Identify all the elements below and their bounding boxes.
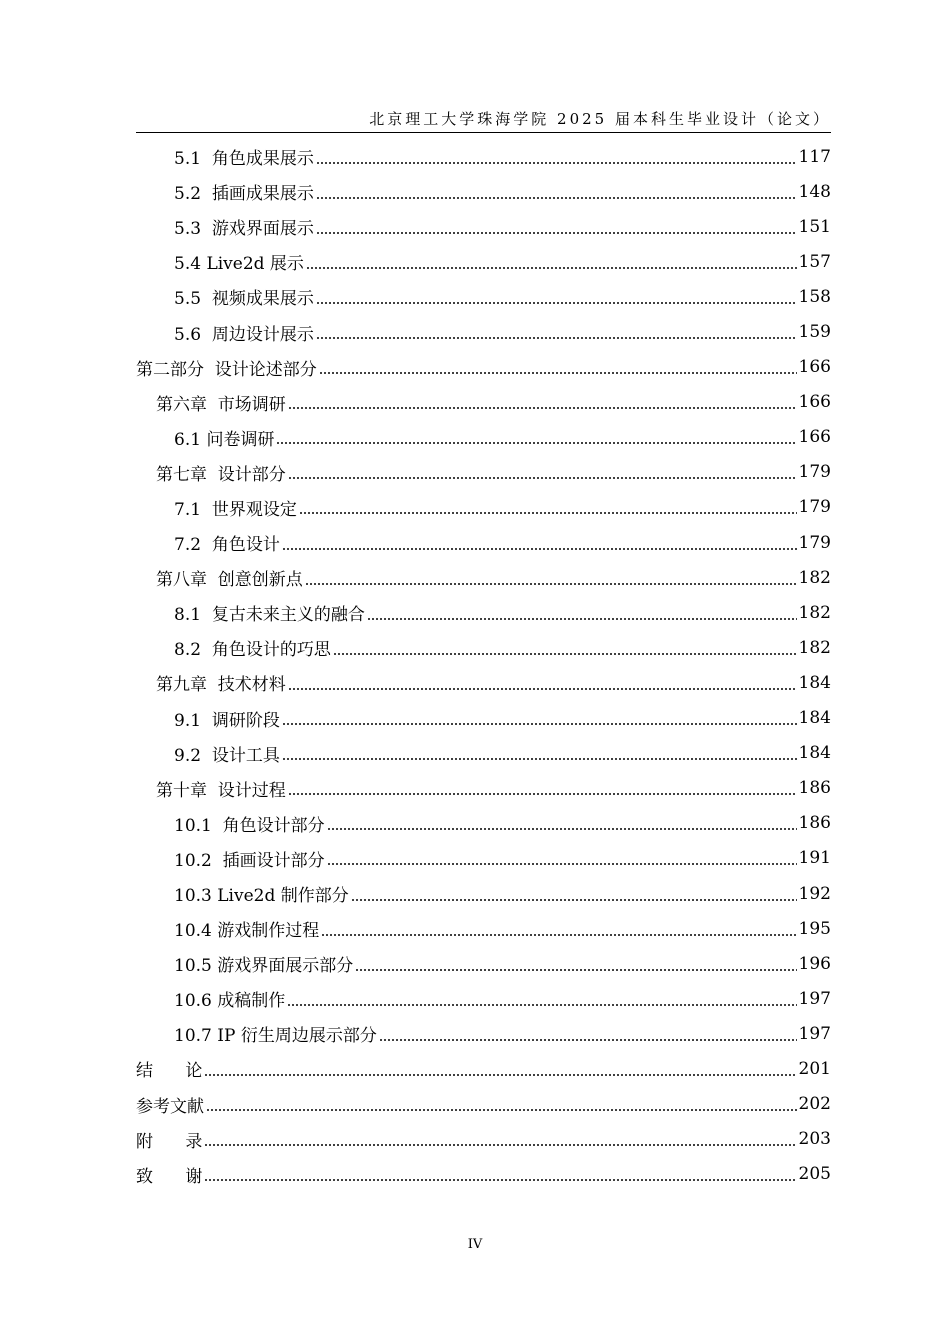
toc-dot-leader [316, 162, 797, 164]
toc-entry[interactable] [136, 314, 831, 349]
toc-entry-label: 结 论 [136, 1061, 203, 1082]
toc-dot-leader [327, 863, 797, 865]
toc-entry[interactable] [136, 1016, 831, 1051]
toc-entry[interactable] [136, 139, 831, 174]
toc-dot-leader [276, 442, 796, 444]
toc-entry[interactable] [136, 876, 831, 911]
toc-entry-label: 10.5 游戏界面展示部分 [174, 956, 354, 977]
toc-entry-label: 附 录 [136, 1131, 203, 1152]
toc-entry-page: 166 [798, 392, 831, 413]
toc-entry[interactable] [136, 385, 831, 420]
toc-entry-label: 8.1 复古未来主义的融合 [174, 605, 365, 626]
toc-entry-page: 182 [798, 602, 831, 623]
toc-entry-page: 117 [798, 146, 831, 167]
toc-entry-page: 203 [798, 1129, 831, 1150]
toc-entry[interactable] [136, 806, 831, 841]
toc-entry[interactable] [136, 630, 831, 665]
toc-entry-label: 5.3 游戏界面展示 [174, 219, 314, 240]
toc-entry-label: 参考文献 [136, 1096, 204, 1117]
toc-entry-page: 158 [798, 286, 831, 307]
toc-dot-leader [306, 267, 797, 269]
toc-dot-leader [316, 197, 797, 199]
toc-entry-label: 10.4 游戏制作过程 [174, 921, 320, 942]
toc-entry-page: 182 [798, 637, 831, 658]
toc-entry-page: 202 [798, 1094, 831, 1115]
toc-dot-leader [206, 1109, 797, 1111]
toc-entry-label: 7.2 角色设计 [174, 535, 280, 556]
toc-dot-leader [355, 969, 796, 971]
page-number: IV [467, 1237, 483, 1252]
toc-entry[interactable] [136, 525, 831, 560]
toc-dot-leader [305, 583, 797, 585]
toc-entry-page: 205 [798, 1164, 831, 1185]
toc-entry-page: 182 [798, 567, 831, 588]
toc-entry-label: 5.6 周边设计展示 [174, 324, 314, 345]
toc-entry[interactable] [136, 279, 831, 314]
toc-entry-label: 7.1 世界观设定 [174, 499, 297, 520]
toc-entry[interactable] [136, 736, 831, 771]
toc-entry-label: 第十章 设计过程 [156, 780, 286, 801]
toc-entry-page: 184 [798, 672, 831, 693]
toc-entry[interactable] [136, 1051, 831, 1086]
toc-dot-leader [299, 512, 797, 514]
toc-entry-label: 第二部分 设计论述部分 [136, 359, 317, 380]
toc-entry-page: 192 [798, 883, 831, 904]
toc-dot-leader [204, 1144, 796, 1146]
toc-dot-leader [282, 758, 797, 760]
toc-entry-label: 5.2 插画成果展示 [174, 184, 314, 205]
toc-entry[interactable] [136, 1122, 831, 1157]
toc-entry-page: 166 [798, 357, 831, 378]
toc-entry[interactable] [136, 771, 831, 806]
toc-entry-label: 10.7 IP 衍生周边展示部分 [174, 1026, 377, 1047]
toc-entry-page: 184 [798, 743, 831, 764]
toc-entry[interactable] [136, 455, 831, 490]
toc-dot-leader [379, 1039, 797, 1041]
toc-entry-page: 166 [798, 427, 831, 448]
toc-dot-leader [327, 828, 797, 830]
toc-entry-label: 5.1 角色成果展示 [174, 149, 314, 170]
toc-entry[interactable] [136, 701, 831, 736]
toc-dot-leader [282, 548, 797, 550]
toc-entry-label: 6.1 问卷调研 [174, 429, 275, 450]
toc-entry[interactable] [136, 946, 831, 981]
toc-dot-leader [288, 793, 797, 795]
toc-entry-label: 第六章 市场调研 [156, 394, 286, 415]
toc-dot-leader [333, 653, 797, 655]
toc-dot-leader [316, 302, 797, 304]
toc-dot-leader [282, 723, 797, 725]
toc-entry[interactable] [136, 244, 831, 279]
toc-entry-page: 179 [798, 497, 831, 518]
toc-entry[interactable] [136, 560, 831, 595]
toc-entry-label: 10.6 成稿制作 [174, 991, 286, 1012]
toc-entry[interactable] [136, 1157, 831, 1192]
toc-entry-page: 151 [798, 216, 831, 237]
toc-dot-leader [288, 477, 797, 479]
toc-entry-label: 第八章 创意创新点 [156, 570, 303, 591]
toc-dot-leader [321, 934, 796, 936]
toc-entry-label: 8.2 角色设计的巧思 [174, 640, 331, 661]
toc-entry-label: 第九章 技术材料 [156, 675, 286, 696]
toc-dot-leader [367, 618, 797, 620]
table-of-contents [136, 139, 831, 1192]
toc-dot-leader [204, 1179, 796, 1181]
toc-dot-leader [287, 1004, 796, 1006]
toc-entry-page: 179 [798, 462, 831, 483]
toc-dot-leader [204, 1074, 796, 1076]
toc-entry[interactable] [136, 490, 831, 525]
toc-entry-page: 195 [798, 918, 831, 939]
toc-dot-leader [288, 688, 797, 690]
toc-entry[interactable] [136, 911, 831, 946]
toc-entry-label: 致 谢 [136, 1166, 203, 1187]
toc-entry-page: 197 [798, 1023, 831, 1044]
toc-entry-page: 186 [798, 813, 831, 834]
toc-entry[interactable] [136, 209, 831, 244]
toc-entry-label: 5.4 Live2d 展示 [174, 254, 304, 275]
toc-entry-label: 第七章 设计部分 [156, 464, 286, 485]
toc-dot-leader [351, 899, 797, 901]
toc-dot-leader [316, 337, 797, 339]
toc-entry-page: 159 [798, 322, 831, 343]
toc-entry-label: 10.2 插画设计部分 [174, 850, 325, 871]
toc-entry[interactable] [136, 350, 831, 385]
toc-entry-page: 201 [798, 1058, 831, 1079]
toc-entry[interactable] [136, 420, 831, 455]
toc-dot-leader [316, 232, 797, 234]
toc-entry[interactable] [136, 665, 831, 700]
toc-entry[interactable] [136, 981, 831, 1016]
toc-entry-page: 184 [798, 708, 831, 729]
toc-entry-page: 157 [798, 251, 831, 272]
toc-entry-label: 10.3 Live2d 制作部分 [174, 886, 349, 907]
toc-entry-page: 186 [798, 778, 831, 799]
toc-dot-leader [288, 407, 797, 409]
toc-entry-label: 9.1 调研阶段 [174, 710, 280, 731]
toc-entry-label: 10.1 角色设计部分 [174, 815, 325, 836]
toc-entry-page: 196 [798, 953, 831, 974]
toc-entry[interactable] [136, 174, 831, 209]
toc-entry-label: 9.2 设计工具 [174, 745, 280, 766]
toc-entry[interactable] [136, 1087, 831, 1122]
toc-entry[interactable] [136, 595, 831, 630]
toc-dot-leader [319, 372, 797, 374]
page-header: 北京理工大学珠海学院 2025 届本科生毕业设计（论文） [136, 108, 831, 133]
toc-entry[interactable] [136, 841, 831, 876]
toc-entry-label: 5.5 视频成果展示 [174, 289, 314, 310]
toc-entry-page: 179 [798, 532, 831, 553]
toc-entry-page: 191 [798, 848, 831, 869]
toc-entry-page: 197 [798, 988, 831, 1009]
toc-entry-page: 148 [798, 181, 831, 202]
